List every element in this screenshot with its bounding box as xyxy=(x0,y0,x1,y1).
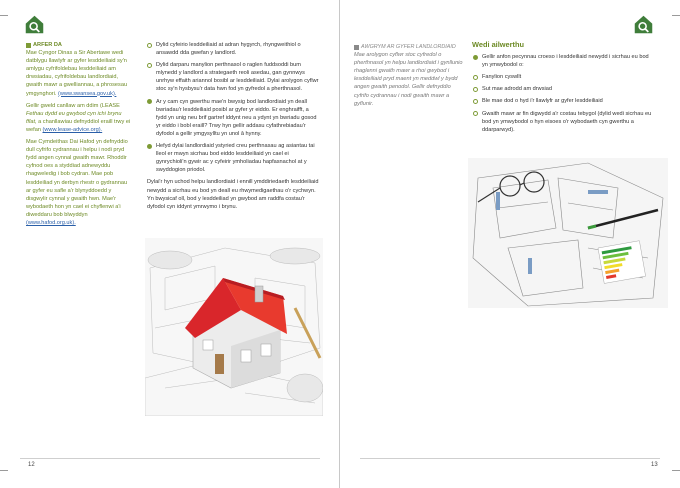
home-search-icon[interactable] xyxy=(24,14,45,35)
swansea-link[interactable]: (www.swansea.gov.uk). xyxy=(58,90,117,97)
sidebar-heading: ARFER DA xyxy=(26,41,132,49)
bullet-list xyxy=(147,41,319,174)
list-item: Gwaith mawr ar fin digwydd a'r costau tebygol (dylid wedi sicrhau eu bod yn ymwybodol o hyn eisoes o'r wybodaeth cyn gwerthu a ddarparwyd). xyxy=(472,110,652,134)
list-item: Hefyd dylai landlordiaid ystyried creu perthnasau ag asiantau tai lleol er mwyn sicrhau bod eiddo lesddeiliaid yn cael ei gynrychioli'n gywir ac y cyfeirir ymholiadau hapfasnachol at y swyddogion priodol. xyxy=(147,142,319,174)
sidebar-para-1: Mae Cyngor Dinas a Sir Abertawe wedi datblygu llawlyfr ar gyfer lesddeiliaid sy'n amlygu cyfrifoldebau lesddeiliaid am drwsiadau, cyfrifoldebau landlordiaid, gwaith mawr a gwelliannau, a phrosesau ymgynghori. (www.swansea.gov.uk). xyxy=(26,50,128,97)
open-bullet-icon xyxy=(473,99,478,104)
floor-plan-image xyxy=(468,158,668,308)
footer-rule xyxy=(20,458,320,459)
page-right xyxy=(340,0,680,488)
home-search-icon[interactable] xyxy=(633,14,654,35)
list-item: Ar y cam cyn gwerthu mae'n bwysig bod landlordiaid yn deall bwriadau'r lesddeiliaid posibl ar gyfer yr eiddo. Er enghraifft, a fydd yn unig neu brif gartref iddynt neu a ydynt yn bwriadu gosod yr eiddo i bobl eraill? Trwy hyn gellir addasu cyfathrebiadau'r dyfodol a gellir ymgysylltu yn unol â hynny. xyxy=(147,98,319,138)
hafod-link[interactable]: (www.hafod.org.uk). xyxy=(26,219,76,226)
sidebar-para-3: Mae Cymdeithas Dai Hafod yn defnyddio dull cyfrifo cydrannau i helpu i nodi pryd fydd angen cynnal gwaith mawr. Rhoddir cyfnod oes a styddiad adnewyddu rhagweledig i bob cydran. Mae pob lesddeiliad yn derbyn rhestr o gydrannau ar gyfer eu safle a'r blynyddoedd y disgwylir cynnal y gwaith hwn. Mae'r wybodaeth hon yn cael ei chyflenwi a'i diweddaru bob blwyddyn (www.hafod.org.uk). xyxy=(26,139,128,226)
filled-bullet-icon xyxy=(147,99,152,104)
page-number: 13 xyxy=(651,462,658,468)
list-item: Dylid darparu manylion perthnasol o raglen fuddsoddi bum mlynedd y landlord a strategaeth reoli asedau, gan gynnwys unrhyw effaith ariannol bosibl ar lesddeiliaid. Dylai arolygon cyflwr stoc sy'n hysbysu'r data hwn fod yn gyfredol a pherthnasol. xyxy=(147,61,319,93)
open-bullet-icon xyxy=(473,111,478,116)
bullet-list xyxy=(472,53,652,69)
sidebar-body: Mae arolygon cyflwr stoc cyfredol o pherthnasol yn helpu landlordiaid i gynllunio rhaglenni gwaith mawr a rhoi gwybod i lesddeiliaid pryd maent yn meddwl y bydd angen gwaith penodol. Gellir defnyddio cyfrifo cydrannau i nodi gwaith mawr a gyflunir. xyxy=(354,52,463,107)
list-item: Sut mae adrodd am drwsiad xyxy=(472,85,652,93)
sub-bullet-list xyxy=(472,73,652,134)
main-column-left xyxy=(147,41,319,211)
sidebar-heading: AWGRYM AR GYFER LANDLORDIAID xyxy=(354,43,466,51)
list-item: Gellir anfon pecynnau croeso i lesddeiliaid newydd i sicrhau eu bod yn ymwybodol o: xyxy=(472,53,652,69)
main-column-right xyxy=(472,41,652,138)
sidebar-good-practice xyxy=(26,41,132,231)
open-bullet-icon xyxy=(147,43,152,48)
open-bullet-icon xyxy=(147,63,152,68)
open-bullet-icon xyxy=(473,75,478,80)
sidebar-landlord-tip xyxy=(354,43,466,108)
list-item: Dylid cyfeirio lesddeiliaid at adran hygyrch, rhyngweithiol o ansawdd dda gwefan y landlord. xyxy=(147,41,319,57)
sidebar-para-2: Gellir gweld canllaw am ddim (LEASE Fethau dydd eu gwybod cyn ichi brynu fflat, a chanllawiau defnyddiol eraill trwy ei wefan (www.lease-advice.org). xyxy=(26,102,131,133)
square-bullet-icon xyxy=(354,45,359,50)
section-heading: Wedi ailwerthu xyxy=(472,40,525,49)
house-on-blueprints-image xyxy=(145,238,323,416)
lease-advice-link[interactable]: (www.lease-advice.org). xyxy=(42,126,103,133)
list-item: Ble mae dod o hyd i'r llawlyfr ar gyfer lesddeiliaid xyxy=(472,97,652,105)
closing-paragraph: Dylai'r hyn uchod helpu landlordiaid i ennill ymddiriedaeth lesddeiliaid newydd a sicrhau eu bod yn deall eu rhwymedigaethau o'r cychwyn. Yn bwysicaf oll, bod y lesddeiliad yn gwybod am raddfa costau'r dyfodol cyn iddynt ymrwymo i brynu. xyxy=(147,179,319,210)
square-bullet-icon xyxy=(26,43,31,48)
footer-rule xyxy=(360,458,660,459)
filled-bullet-icon xyxy=(147,144,152,149)
list-item: Fanylion cyswllt xyxy=(472,73,652,81)
open-bullet-icon xyxy=(473,87,478,92)
filled-bullet-icon xyxy=(473,55,478,60)
page-number: 12 xyxy=(28,462,35,468)
